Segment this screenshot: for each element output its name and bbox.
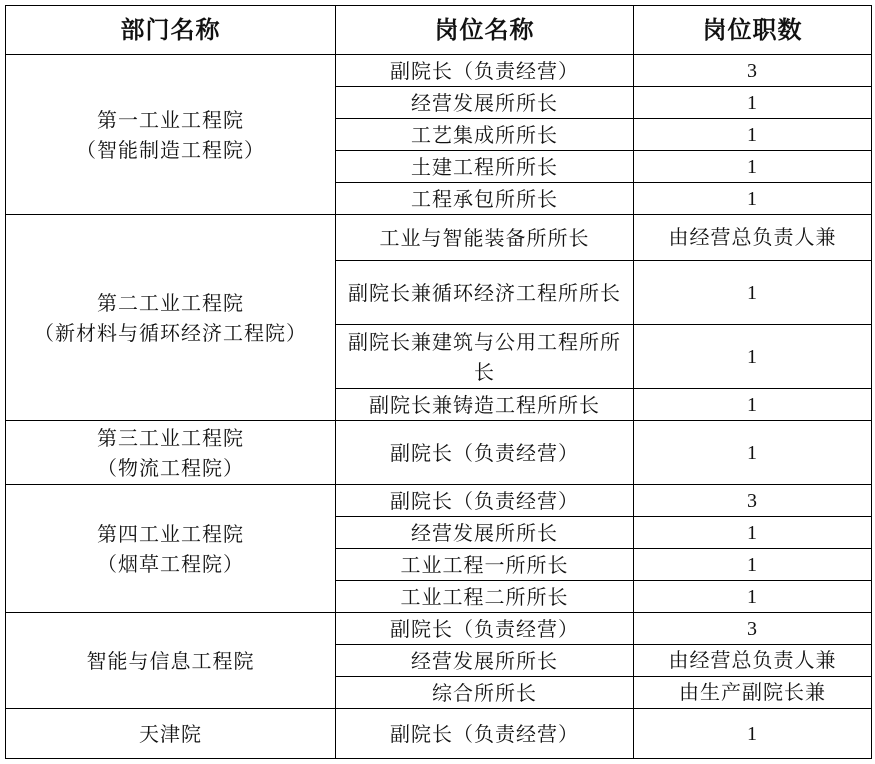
- count-cell: 1: [634, 261, 872, 325]
- position-cell: 副院长（负责经营）: [336, 421, 634, 485]
- position-table: [5, 5, 872, 759]
- dept-cell: [6, 421, 336, 485]
- table-row: [6, 215, 872, 261]
- count-cell: 1: [634, 581, 872, 613]
- dept-name: 第三工业工程院: [97, 425, 244, 450]
- header-dept: 部门名称: [6, 6, 336, 55]
- position-cell: 工艺集成所所长: [336, 119, 634, 151]
- count-cell: 1: [634, 87, 872, 119]
- dept-name: 天津院: [139, 721, 202, 746]
- count-cell: 3: [634, 613, 872, 645]
- count-cell: 1: [634, 517, 872, 549]
- position-cell: 副院长兼建筑与公用工程所所长: [336, 325, 634, 389]
- dept-alias: （烟草工程院）: [97, 551, 244, 576]
- position-cell: 副院长（负责经营）: [336, 485, 634, 517]
- table-row: [6, 485, 872, 517]
- position-cell: 副院长（负责经营）: [336, 709, 634, 759]
- position-cell: 副院长（负责经营）: [336, 613, 634, 645]
- table-row: [6, 55, 872, 87]
- dept-cell: [6, 709, 336, 759]
- position-cell: 副院长兼铸造工程所所长: [336, 389, 634, 421]
- count-cell: 由经营总负责人兼: [634, 645, 872, 677]
- count-cell: 1: [634, 421, 872, 485]
- count-cell: 由生产副院长兼: [634, 677, 872, 709]
- header-count: 岗位职数: [634, 6, 872, 55]
- count-cell: 1: [634, 119, 872, 151]
- table-row: [6, 709, 872, 759]
- count-cell: 由经营总负责人兼: [634, 215, 872, 261]
- count-cell: 1: [634, 151, 872, 183]
- dept-cell: [6, 613, 336, 709]
- dept-cell: [6, 55, 336, 215]
- count-cell: 3: [634, 485, 872, 517]
- count-cell: 1: [634, 549, 872, 581]
- count-cell: 3: [634, 55, 872, 87]
- count-cell: 1: [634, 389, 872, 421]
- position-cell: 副院长兼循环经济工程所所长: [336, 261, 634, 325]
- position-cell: 副院长（负责经营）: [336, 55, 634, 87]
- dept-name: 智能与信息工程院: [86, 648, 255, 673]
- header-row: [6, 6, 872, 55]
- position-cell: 经营发展所所长: [336, 517, 634, 549]
- position-cell: 工程承包所所长: [336, 183, 634, 215]
- dept-name: 第四工业工程院: [97, 521, 244, 546]
- header-position: 岗位名称: [336, 6, 634, 55]
- count-cell: 1: [634, 183, 872, 215]
- position-cell: 工业工程一所所长: [336, 549, 634, 581]
- table-row: [6, 613, 872, 645]
- position-cell: 经营发展所所长: [336, 87, 634, 119]
- dept-name: 第一工业工程院: [97, 107, 244, 132]
- dept-name: 第二工业工程院: [97, 290, 244, 315]
- position-cell: 工业工程二所所长: [336, 581, 634, 613]
- dept-cell: [6, 485, 336, 613]
- dept-alias: （新材料与循环经济工程院）: [34, 320, 307, 345]
- dept-alias: （物流工程院）: [97, 455, 244, 480]
- dept-alias: （智能制造工程院）: [76, 137, 265, 162]
- position-cell: 工业与智能装备所所长: [336, 215, 634, 261]
- position-cell: 经营发展所所长: [336, 645, 634, 677]
- dept-cell: [6, 215, 336, 421]
- count-cell: 1: [634, 325, 872, 389]
- count-cell: 1: [634, 709, 872, 759]
- position-cell: 土建工程所所长: [336, 151, 634, 183]
- position-cell: 综合所所长: [336, 677, 634, 709]
- table-row: [6, 421, 872, 485]
